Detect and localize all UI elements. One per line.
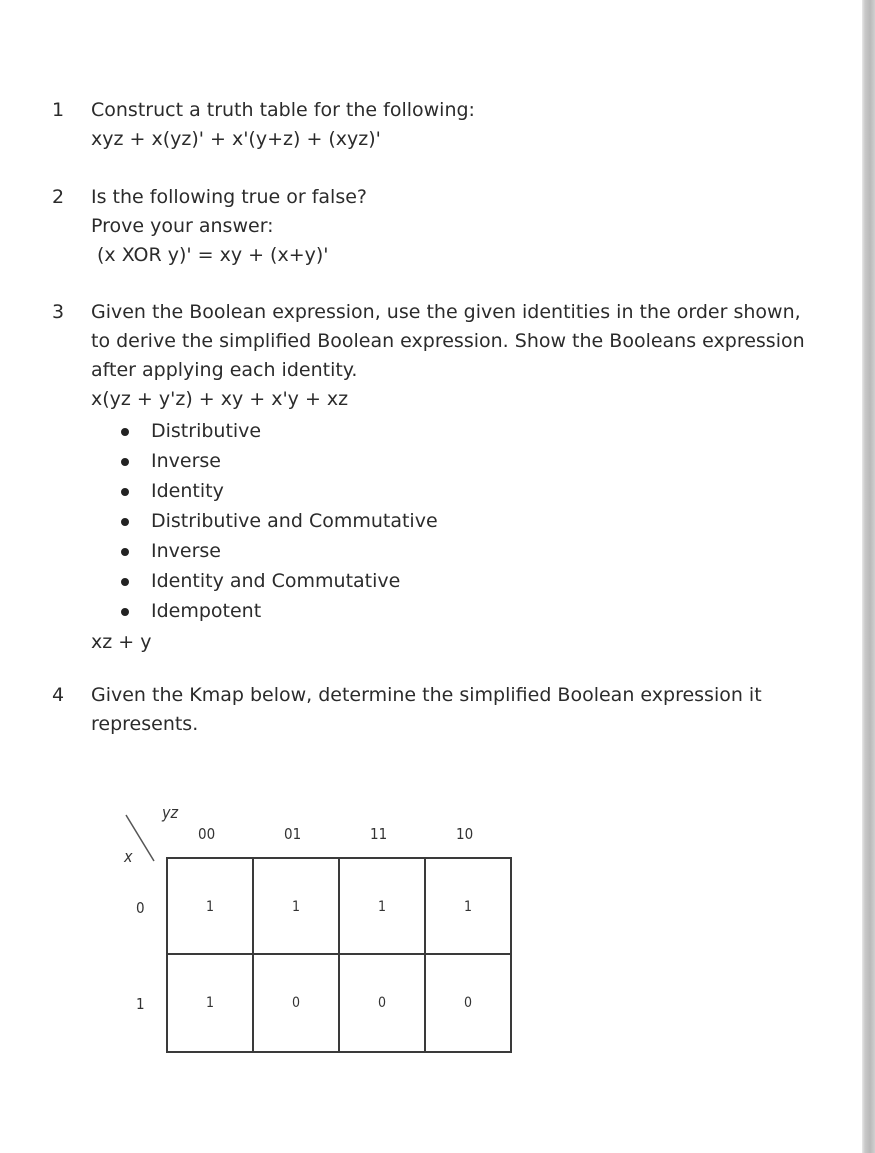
kmap-cell [254,859,340,955]
question-text [91,298,820,657]
kmap-row-label: 0 [136,899,145,917]
question-text [91,681,820,739]
bullet-icon [121,608,129,616]
kmap-cell [340,859,426,955]
kmap-cell [426,859,512,955]
kmap-cell [426,955,512,1051]
question-text [91,183,820,270]
kmap-row-label: 1 [136,995,145,1013]
kmap-cell-value: 1 [464,899,473,915]
question-line: represents. [91,713,199,735]
question-number: 3 [52,301,65,323]
result-expression: xz + y [91,631,152,653]
question-expression: xyz + x(yz)' + x'(y+z) + (xyz)' [91,128,381,150]
kmap-cell-value: 1 [206,995,215,1011]
kmap-column-label: 11 [370,825,388,843]
question-line: Given the Boolean expression, use the given identities in the order shown, [91,301,801,323]
kmap-row-variable: x [124,847,133,866]
question-line: Is the following true or false? [91,186,368,208]
question-text [91,96,820,154]
kmap-cell [340,955,426,1051]
identity-item [91,536,820,566]
identity-label: Distributive and Commutative [151,510,438,532]
identity-label: Inverse [151,450,221,472]
kmap-cell-value: 1 [378,899,387,915]
question-number: 1 [52,99,65,121]
identity-label: Idempotent [151,600,262,622]
identity-item [91,476,820,506]
identity-item [91,566,820,596]
question-number: 4 [52,684,65,706]
bullet-icon [121,428,129,436]
question-number: 2 [52,186,65,208]
karnaugh-map [110,795,530,1065]
question-line: Given the Kmap below, determine the simplified Boolean expression it [91,684,762,706]
kmap-cell [254,955,340,1051]
question-expression: (x XOR y)' = xy + (x+y)' [97,244,329,266]
kmap-grid [166,857,512,1053]
kmap-cell-value: 0 [292,995,301,1011]
question-line: to derive the simplified Boolean expression. Show the Booleans expression [91,330,805,352]
kmap-cell [168,859,254,955]
identity-item [91,446,820,476]
bullet-icon [121,548,129,556]
kmap-column-label: 01 [284,825,302,843]
boolean-expression: x(yz + y'z) + xy + x'y + xz [91,388,349,410]
identity-label: Inverse [151,540,221,562]
page-edge [862,0,875,1153]
kmap-column-label: 10 [456,825,474,843]
kmap-cell-value: 1 [292,899,301,915]
question-line: Construct a truth table for the following: [91,99,475,121]
identity-item [91,596,820,626]
identity-item [91,416,820,446]
kmap-cell [168,955,254,1051]
kmap-column-variable: yz [162,803,179,822]
bullet-icon [121,578,129,586]
bullet-icon [121,458,129,466]
kmap-cell-value: 1 [206,899,215,915]
kmap-column-label: 00 [198,825,216,843]
kmap-cell-value: 0 [464,995,473,1011]
identity-list [91,416,820,626]
identity-label: Identity and Commutative [151,570,401,592]
identity-item [91,506,820,536]
question-line: after applying each identity. [91,359,358,381]
kmap-cell-value: 0 [378,995,387,1011]
identity-label: Distributive [151,420,262,442]
question-line: Prove your answer: [91,215,274,237]
bullet-icon [121,488,129,496]
bullet-icon [121,518,129,526]
identity-label: Identity [151,480,224,502]
